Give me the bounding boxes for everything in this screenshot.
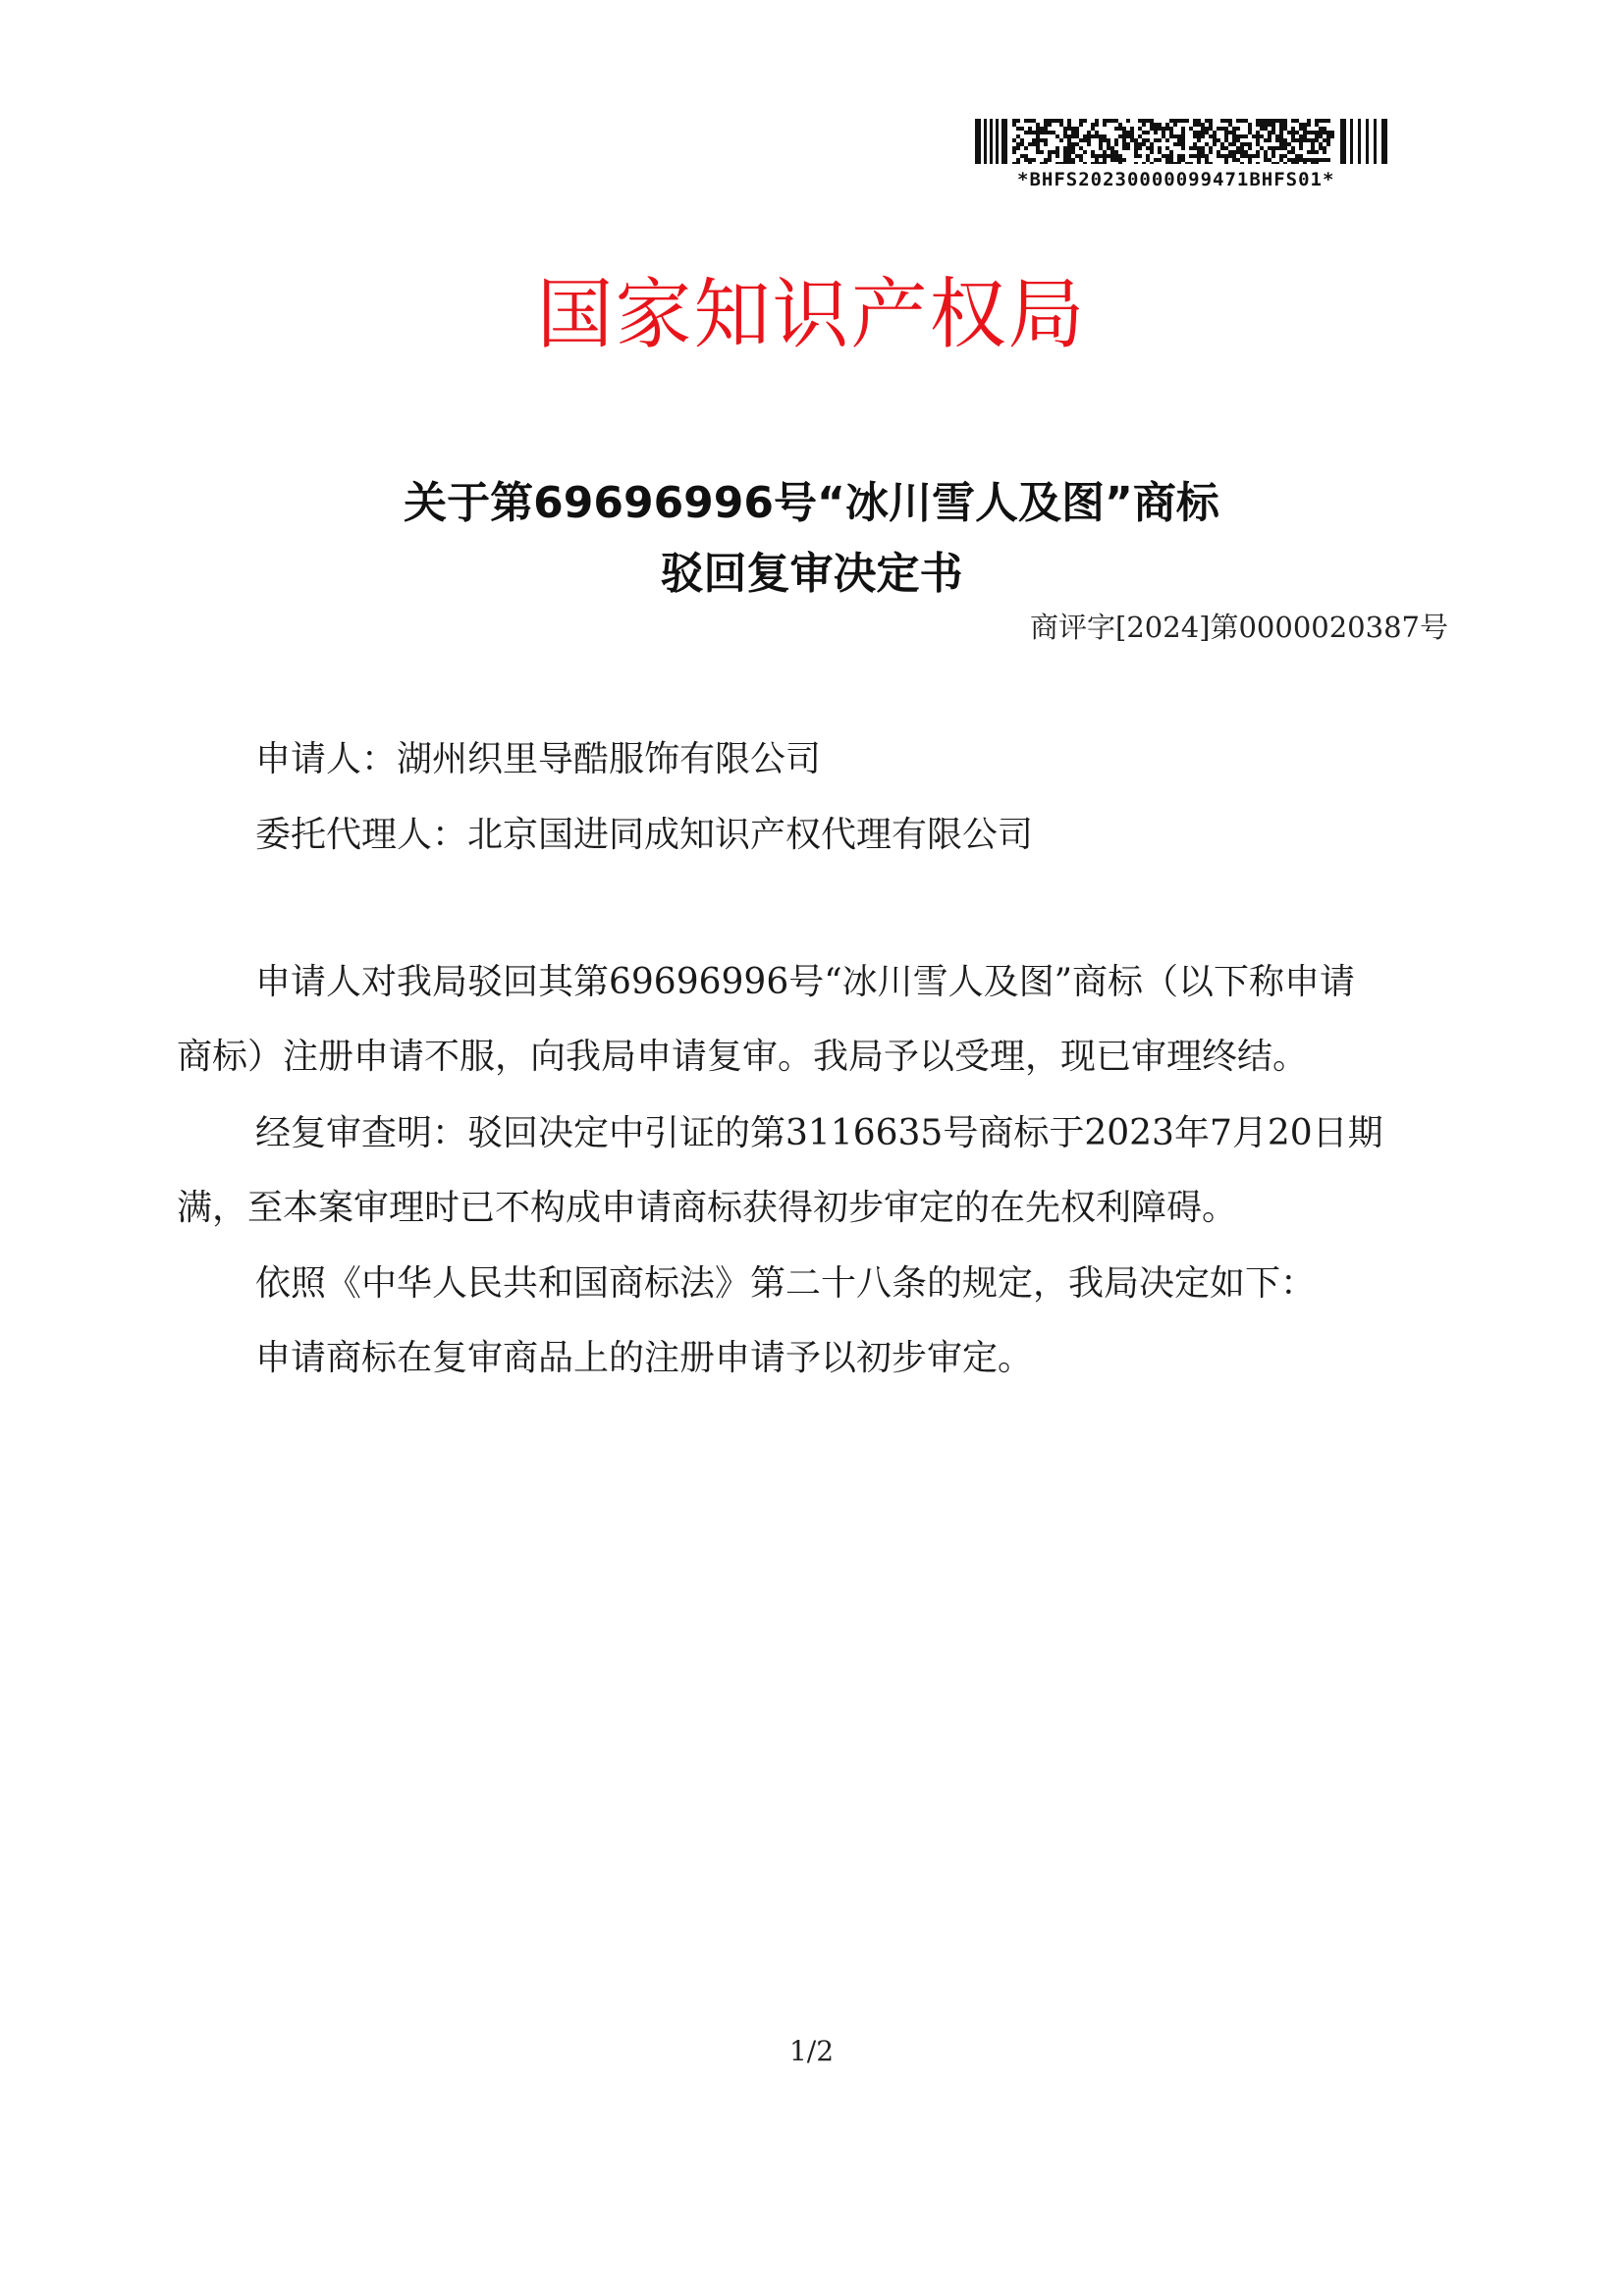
decision-title-line1: 关于第69696996号“冰川雪人及图”商标 (404, 478, 1219, 528)
paragraph-1-line-1: 申请人对我局驳回其第69696996号“冰川雪人及图”商标（以下称申请 (255, 962, 1356, 1002)
document-number: 商评字[2024]第0000020387号 (1030, 611, 1448, 644)
page-number: 1/2 (788, 2035, 835, 2067)
agent-line (255, 807, 1033, 857)
applicant-line (255, 731, 821, 781)
agency-name: 国家知识产权局 (536, 271, 1087, 359)
paragraph-2-line-2: 满，至本案审理时已不构成申请商标获得初步审定的在先权利障碍。 (177, 1188, 1238, 1228)
agent-label: 委托代理人： (255, 815, 468, 855)
decision-title-line2: 驳回复审决定书 (660, 549, 963, 599)
agent-name: 北京国进同成知识产权代理有限公司 (467, 815, 1034, 855)
paragraph-2-line-1: 经复审查明：驳回决定中引证的第3116635号商标于2023年7月20日期 (255, 1113, 1383, 1153)
paragraph-1-line-2: 商标）注册申请不服，向我局申请复审。我局予以受理，现已审理终结。 (177, 1037, 1309, 1077)
applicant-label: 申请人： (255, 739, 398, 779)
barcode-text: *BHFS20230000099471BHFS01* (1017, 169, 1335, 190)
paragraph-4: 申请商标在复审商品上的注册申请予以初步审定。 (255, 1338, 1034, 1378)
paragraph-3: 依照《中华人民共和国商标法》第二十八条的规定，我局决定如下： (255, 1263, 1317, 1304)
applicant-name: 湖州织里导酷服饰有限公司 (397, 739, 822, 779)
barcode (975, 119, 1387, 164)
barcode-graphic (975, 119, 1387, 164)
